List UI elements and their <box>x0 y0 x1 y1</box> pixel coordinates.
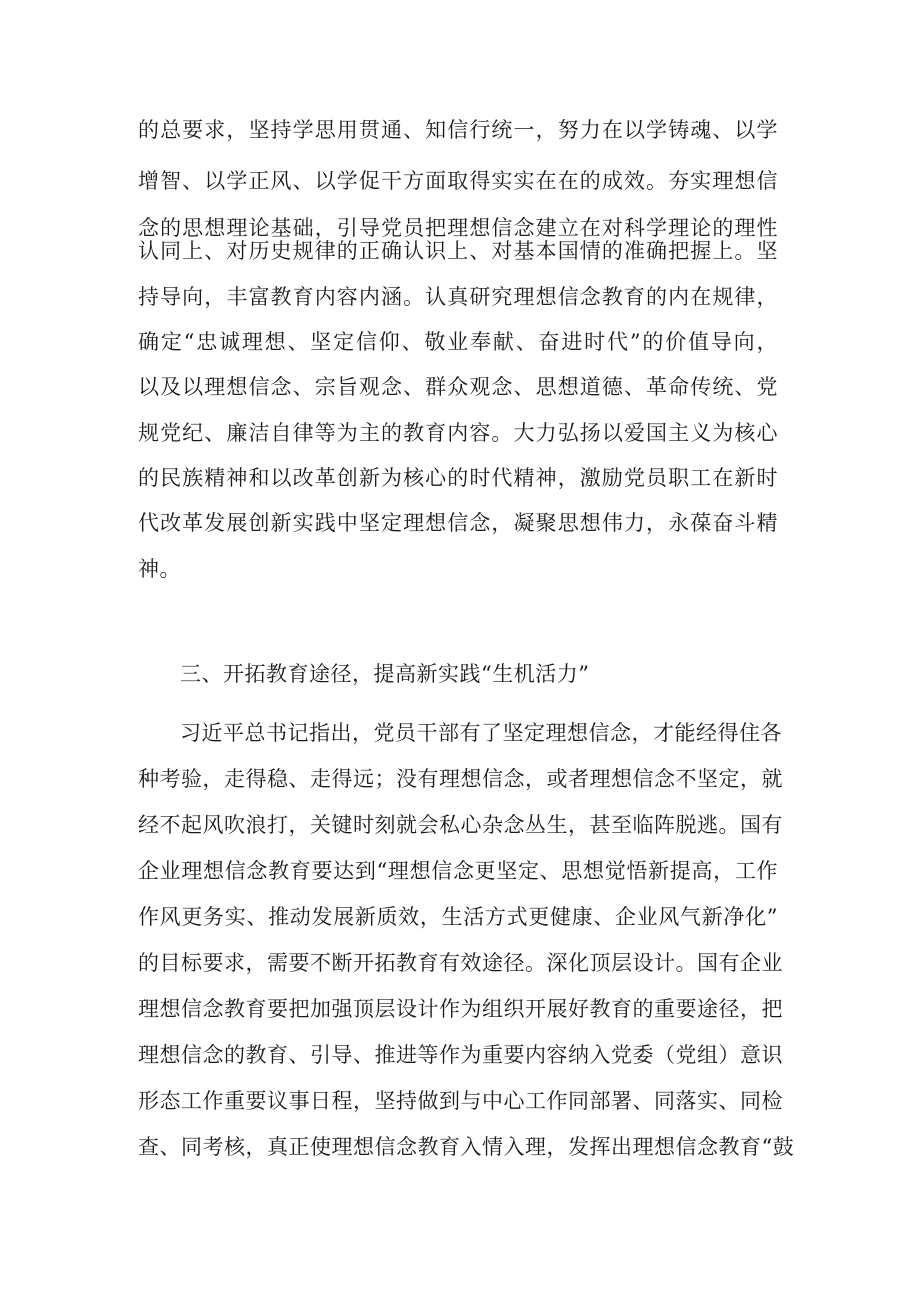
paragraph-1-line-10: 代改革发展创新实践中坚定理想信念，凝聚思想伟力，永葆奋斗精 <box>138 511 778 535</box>
paragraph-2-line-4: 企业理想信念教育要达到“理想信念更坚定、思想觉悟新提高，工作 <box>138 859 778 883</box>
paragraph-2-line-9: 形态工作重要议事日程，坚持做到与中心工作同部署、同落实、同检 <box>138 1089 783 1113</box>
paragraph-1-line-1: 的总要求，坚持学思用贯通、知信行统一，努力在以学铸魂、以学 <box>138 118 778 142</box>
paragraph-1-line-8: 规党纪、廉洁自律等为主的教育内容。大力弘扬以爱国主义为核心 <box>138 421 778 445</box>
paragraph-1-line-4: 认同上、对历史规律的正确认识上、对基本国情的准确把握上。坚 <box>138 239 778 263</box>
paragraph-2-line-2: 种考验，走得稳、走得远；没有理想信念，或者理想信念不坚定，就 <box>138 767 783 791</box>
paragraph-1-line-7: 以及以理想信念、宗旨观念、群众观念、思想道德、革命传统、党 <box>138 375 778 399</box>
paragraph-2-line-5: 作风更务实、推动发展新质效，生活方式更健康、企业风气新净化” <box>138 905 778 929</box>
paragraph-2-line-10: 查、同考核，真正使理想信念教育入情入理，发挥出理想信念教育“鼓 <box>138 1135 795 1159</box>
section-heading-3: 三、开拓教育途径，提高新实践“生机活力” <box>180 662 590 686</box>
paragraph-2-line-1: 习近平总书记指出，党员干部有了坚定理想信念，才能经得住各 <box>180 721 782 745</box>
paragraph-2-line-8: 理想信念的教育、引导、推进等作为重要内容纳入党委（党组）意识 <box>138 1043 783 1067</box>
paragraph-2-line-7: 理想信念教育要把加强顶层设计作为组织开展好教育的重要途径，把 <box>138 997 783 1021</box>
paragraph-1-line-6: 确定“忠诚理想、坚定信仰、敬业奉献、奋进时代”的价值导向， <box>138 330 778 354</box>
paragraph-2-line-3: 经不起风吹浪打，关键时刻就会私心杂念丛生，甚至临阵脱逃。国有 <box>138 813 783 837</box>
paragraph-1-line-3: 念的思想理论基础，引导党员把理想信念建立在对科学理论的理性 <box>138 216 778 240</box>
paragraph-1-line-2: 增智、以学正风、以学促干方面取得实实在在的成效。夯实理想信 <box>138 169 778 193</box>
paragraph-1-line-11: 神。 <box>138 557 181 581</box>
paragraph-1-line-9: 的民族精神和以改革创新为核心的时代精神，激励党员职工在新时 <box>138 466 778 490</box>
paragraph-2-line-6: 的目标要求，需要不断开拓教育有效途径。深化顶层设计。国有企业 <box>138 951 783 975</box>
paragraph-1-line-5: 持导向，丰富教育内容内涵。认真研究理想信念教育的内在规律， <box>138 285 778 309</box>
